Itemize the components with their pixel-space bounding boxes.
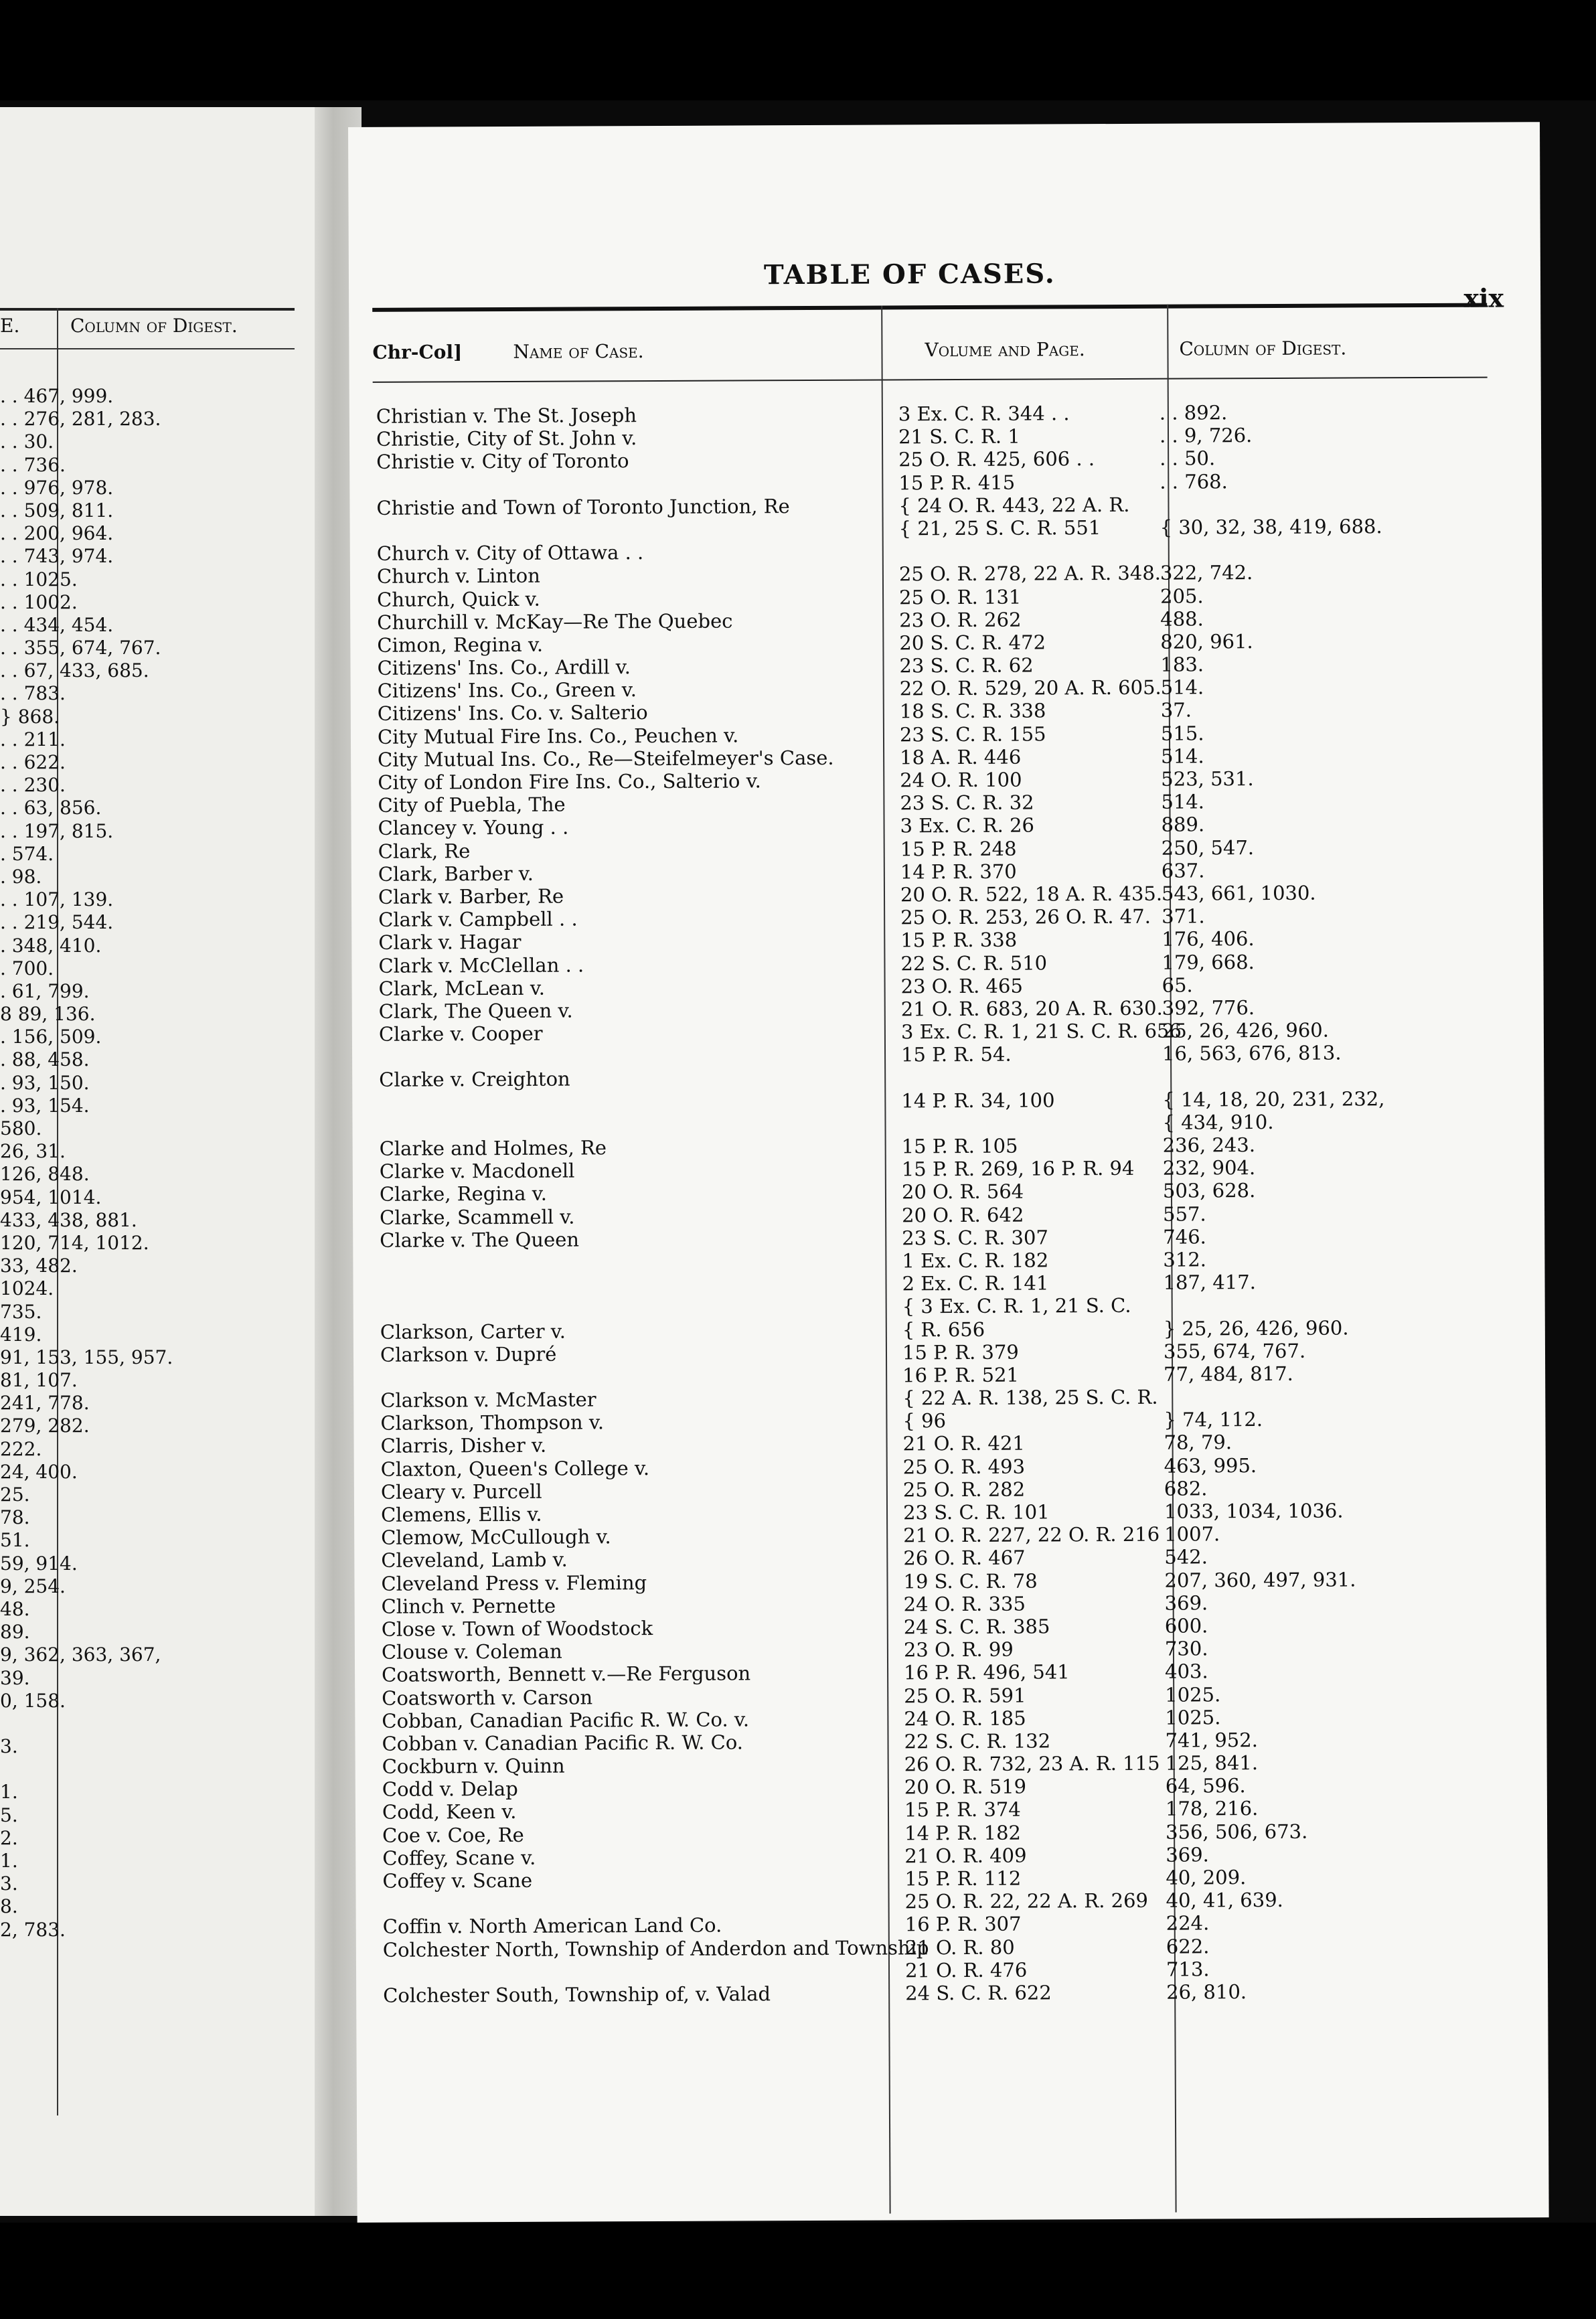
left-page-entry: . 93, 154. <box>0 1094 90 1117</box>
case-name: Clark, Re <box>378 839 471 863</box>
left-page-entry: . 61, 799. <box>0 979 90 1002</box>
case-name: Coffey, Scane v. <box>382 1846 536 1870</box>
volume-page: 24 S. C. R. 385 <box>903 1615 1050 1639</box>
left-page-entry: . . 509, 811. <box>0 499 114 522</box>
digest-column: 542. <box>1164 1545 1208 1569</box>
case-name: Claxton, Queen's College v. <box>380 1456 650 1481</box>
digest-column: 77, 484, 817. <box>1164 1362 1293 1386</box>
volume-page: 25 O. R. 22, 22 A. R. 269 <box>904 1889 1149 1913</box>
digest-column: 1033, 1034, 1036. <box>1164 1499 1344 1523</box>
left-page-entry: . 348, 410. <box>0 934 102 957</box>
left-page <box>0 107 315 2216</box>
case-name: Codd v. Delap <box>382 1777 518 1802</box>
case-name: Citizens' Ins. Co., Green v. <box>377 678 637 703</box>
page-title: TABLE OF CASES. <box>763 258 1056 291</box>
digest-column: 236, 243. <box>1162 1133 1256 1157</box>
case-name: Christie v. City of Toronto <box>376 449 629 474</box>
case-name: Cobban, Canadian Pacific R. W. Co. v. <box>382 1708 750 1733</box>
volume-page: 24 O. R. 335 <box>903 1592 1026 1616</box>
digest-column: 369. <box>1166 1843 1209 1866</box>
case-name: Cobban v. Canadian Pacific R. W. Co. <box>382 1731 744 1755</box>
left-page-entry: . 156, 509. <box>0 1026 102 1048</box>
left-page-entry: . . 230. <box>0 774 66 797</box>
left-page-entry: 120, 714, 1012. <box>0 1231 149 1254</box>
digest-column: 713. <box>1166 1957 1210 1981</box>
left-page-entry: . . 976, 978. <box>0 476 114 499</box>
left-page-entry: 126, 848. <box>0 1163 90 1186</box>
case-name: Clouse v. Coleman <box>381 1640 562 1664</box>
table-row <box>370 1979 1521 2007</box>
left-page-entry: 222. <box>0 1437 42 1460</box>
volume-page: 25 O. R. 425, 606 . . <box>898 447 1095 471</box>
volume-page: 23 O. R. 262 <box>899 608 1022 632</box>
case-name: Clarkson, Thompson v. <box>380 1411 605 1435</box>
case-name: Church v. City of Ottawa . . <box>376 541 644 565</box>
left-page-entry: 24, 400. <box>0 1460 78 1483</box>
volume-page: 15 P. R. 415 <box>898 471 1016 494</box>
digest-column: 37. <box>1160 698 1192 722</box>
digest-column: 622. <box>1166 1934 1210 1958</box>
left-page-entry: . . 743, 974. <box>0 545 114 568</box>
case-name: Coffey v. Scane <box>382 1868 533 1893</box>
left-page-entry: 3. <box>0 1735 18 1758</box>
volume-page: 23 S. C. R. 101 <box>902 1500 1050 1524</box>
digest-column: 40, 41, 639. <box>1166 1889 1283 1912</box>
digest-column: 557. <box>1163 1202 1206 1226</box>
volume-page: 23 S. C. R. 307 <box>902 1226 1048 1250</box>
case-name: Clarkson, Carter v. <box>380 1320 566 1344</box>
volume-page: 24 S. C. R. 622 <box>905 1981 1052 2005</box>
case-name: Clark, The Queen v. <box>378 999 573 1023</box>
left-page-entry: 2, 783. <box>0 1918 66 1941</box>
case-name: Coatsworth, Bennett v.—Re Ferguson <box>382 1662 751 1687</box>
digest-column: 514. <box>1161 744 1204 768</box>
case-name: Clark v. Hagar <box>378 931 522 955</box>
digest-column: 488. <box>1160 607 1204 631</box>
digest-column: 179, 668. <box>1162 950 1255 974</box>
volume-column-header: Volume and Page. <box>925 338 1085 362</box>
case-name: Cockburn v. Quinn <box>382 1754 565 1778</box>
volume-page: 23 S. C. R. 155 <box>899 722 1046 746</box>
volume-page: 15 P. R. 374 <box>904 1798 1021 1822</box>
left-page-entry: 39. <box>0 1666 30 1689</box>
header-top-rule <box>372 303 1487 312</box>
case-name: Clark v. Campbell . . <box>378 907 578 931</box>
left-page-entry: 9, 362, 363, 367, <box>0 1644 161 1666</box>
left-page-entry: 1. <box>0 1850 18 1872</box>
volume-page: 15 P. R. 338 <box>900 928 1018 952</box>
case-name: Clarke, Regina v. <box>379 1182 548 1206</box>
case-name: Churchill v. McKay—Re The Quebec <box>377 609 733 634</box>
digest-column: 65. <box>1162 973 1193 997</box>
left-page-entry: 8. <box>0 1895 18 1918</box>
case-name: Citizens' Ins. Co., Ardill v. <box>377 655 631 679</box>
volume-page: 25 O. R. 493 <box>902 1455 1026 1479</box>
digest-column: 746. <box>1163 1225 1206 1249</box>
volume-page: 21 O. R. 409 <box>904 1844 1027 1868</box>
volume-page: 23 O. R. 99 <box>903 1637 1014 1662</box>
digest-column: 40, 209. <box>1166 1866 1247 1889</box>
case-name: Cimon, Regina v. <box>377 633 544 657</box>
digest-column: 730. <box>1164 1637 1208 1660</box>
left-page-entry: . . 197, 815. <box>0 819 114 842</box>
volume-page: 15 P. R. 54. <box>900 1042 1012 1066</box>
digest-column: 369. <box>1164 1591 1208 1615</box>
digest-column: 889. <box>1161 813 1205 837</box>
left-page-entry: . . 1025. <box>0 568 78 590</box>
left-page-top-rule <box>0 308 295 311</box>
volume-page: 21 S. C. R. 1 <box>898 424 1020 449</box>
volume-page: 22 O. R. 529, 20 A. R. 605. <box>899 675 1162 700</box>
case-name: Christian v. The St. Joseph <box>376 404 637 428</box>
volume-page: 25 O. R. 591 <box>904 1684 1026 1707</box>
case-name: Christie, City of St. John v. <box>376 426 637 451</box>
volume-page: { 3 Ex. C. R. 1, 21 S. C. <box>902 1294 1131 1318</box>
digest-column: 207, 360, 497, 931. <box>1164 1568 1356 1592</box>
left-page-entry: 241, 778. <box>0 1392 90 1415</box>
volume-page: 25 O. R. 278, 22 A. R. 348. <box>898 562 1162 586</box>
left-page-entry: 81, 107. <box>0 1369 78 1392</box>
case-name: Clarke v. Creighton <box>379 1068 570 1092</box>
volume-page: 20 O. R. 642 <box>902 1203 1024 1226</box>
volume-page: { 22 A. R. 138, 25 S. C. R. <box>902 1385 1158 1410</box>
digest-column: 1025. <box>1165 1706 1221 1729</box>
volume-page: 21 O. R. 476 <box>904 1958 1028 1982</box>
name-column-header: Name of Case. <box>513 340 644 363</box>
left-page-entry: 59, 914. <box>0 1552 78 1575</box>
left-page-entry: 8 89, 136. <box>0 1003 96 1026</box>
digest-column: { 14, 18, 20, 231, 232, <box>1162 1087 1385 1111</box>
volume-page: 22 S. C. R. 510 <box>900 951 1048 975</box>
volume-page: 23 O. R. 465 <box>900 974 1023 998</box>
left-page-entry: . 574. <box>0 842 54 865</box>
volume-page: 20 S. C. R. 472 <box>899 631 1046 655</box>
left-page-entry: 51. <box>0 1529 30 1552</box>
left-page-entry: 419. <box>0 1323 42 1346</box>
case-name: Coe v. Coe, Re <box>382 1823 524 1847</box>
digest-column: 205. <box>1160 584 1204 608</box>
left-page-entry: 0, 158. <box>0 1689 66 1712</box>
volume-page: 15 P. R. 269, 16 P. R. 94 <box>901 1157 1135 1181</box>
left-page-entry: 1024. <box>0 1277 54 1300</box>
left-page-entry: . . 107, 139. <box>0 888 114 911</box>
volume-page: 21 O. R. 80 <box>904 1935 1015 1959</box>
digest-column: 178, 216. <box>1165 1797 1259 1821</box>
digest-column: 515. <box>1160 722 1204 745</box>
case-name: Clarris, Disher v. <box>380 1434 547 1458</box>
left-page-entry: . . 467, 999. <box>0 385 114 407</box>
header-bottom-rule <box>373 377 1488 383</box>
case-table <box>363 400 1521 2007</box>
digest-column: 355, 674, 767. <box>1163 1339 1306 1363</box>
case-name: Coffin v. North American Land Co. <box>382 1913 722 1939</box>
left-page-entry: . 93, 150. <box>0 1071 90 1094</box>
right-page <box>348 122 1549 2223</box>
left-page-header-fragment: E. <box>0 315 20 337</box>
digest-column: 26, 810. <box>1166 1980 1247 2004</box>
volume-page: 16 P. R. 521 <box>902 1363 1020 1387</box>
volume-page: 20 O. R. 522, 18 A. R. 435. <box>900 882 1163 906</box>
case-name: Colchester North, Township of Anderdon and Township <box>382 1935 929 1962</box>
volume-page: 21 O. R. 227, 22 O. R. 216 <box>903 1522 1160 1547</box>
digest-column: . . 892. <box>1159 401 1228 424</box>
volume-page: { 21, 25 S. C. R. 551 <box>898 516 1101 540</box>
left-page-header-rule <box>0 348 295 349</box>
volume-page: { 24 O. R. 443, 22 A. R. <box>898 493 1130 517</box>
left-page-entry: 954, 1014. <box>0 1186 102 1208</box>
left-page-entry: 279, 282. <box>0 1415 90 1437</box>
digest-column: 600. <box>1164 1614 1208 1637</box>
left-page-entry: 433, 438, 881. <box>0 1208 137 1231</box>
digest-column: 64, 596. <box>1165 1774 1246 1797</box>
left-page-entry: 2. <box>0 1826 18 1849</box>
digest-column: 637. <box>1161 859 1205 882</box>
case-name: Clarke, Scammell v. <box>380 1205 575 1229</box>
left-page-entry: . . 276, 281, 283. <box>0 408 161 430</box>
left-page-entry: . . 200, 964. <box>0 522 114 545</box>
digest-column: 403. <box>1165 1660 1208 1684</box>
digest-column: 1025. <box>1165 1682 1221 1706</box>
volume-page: 24 O. R. 185 <box>904 1706 1026 1731</box>
case-name: Clarke v. Macdonell <box>379 1159 575 1183</box>
case-name: City of London Fire Ins. Co., Salterio v. <box>378 769 761 794</box>
volume-page: 22 S. C. R. 132 <box>904 1729 1051 1753</box>
digest-column: { 434, 910. <box>1162 1110 1274 1134</box>
digest-column-header: Column of Digest. <box>1179 337 1347 360</box>
volume-page: 23 S. C. R. 62 <box>899 653 1034 677</box>
left-page-entry: . . 434, 454. <box>0 613 114 636</box>
left-page-entry: 3. <box>0 1872 18 1895</box>
left-page-entry: . . 783. <box>0 682 66 705</box>
case-name: City of Puebla, The <box>378 793 566 817</box>
left-page-entry: . . 219, 544. <box>0 911 114 934</box>
left-page-entry <box>0 1712 308 1735</box>
digest-column: } 74, 112. <box>1164 1408 1263 1431</box>
left-page-entry: . 700. <box>0 957 54 979</box>
volume-page: 20 O. R. 519 <box>904 1775 1027 1799</box>
case-name: Clarkson v. McMaster <box>380 1388 596 1412</box>
left-page-entry: . . 736. <box>0 453 66 476</box>
digest-column: 682. <box>1164 1477 1208 1500</box>
volume-page: { R. 656 <box>902 1317 985 1341</box>
volume-page: 15 P. R. 112 <box>904 1866 1022 1891</box>
volume-page: 14 P. R. 182 <box>904 1821 1022 1845</box>
left-page-column-header: Column of Digest. <box>70 315 238 337</box>
digest-column: 187, 417. <box>1163 1271 1256 1294</box>
case-name: Christie and Town of Toronto Junction, Re <box>376 494 790 519</box>
digest-column: 322, 742. <box>1160 561 1253 585</box>
section-label: Chr-Col] <box>372 341 463 364</box>
left-page-entry <box>0 1758 308 1781</box>
case-name: Clark, McLean v. <box>378 976 546 1000</box>
case-name: Codd, Keen v. <box>382 1800 517 1824</box>
case-name: Church, Quick v. <box>377 587 540 611</box>
digest-column: 463, 995. <box>1164 1453 1257 1477</box>
left-page-entry: 1. <box>0 1781 18 1804</box>
digest-column: 183. <box>1160 653 1204 676</box>
digest-column: 1007. <box>1164 1522 1220 1546</box>
case-name: Clemow, McCullough v. <box>381 1525 611 1549</box>
left-page-entry: 735. <box>0 1300 42 1323</box>
digest-column: 16, 563, 676, 813. <box>1162 1041 1342 1065</box>
volume-page: 21 O. R. 421 <box>902 1432 1025 1455</box>
digest-column: 543, 661, 1030. <box>1161 881 1316 905</box>
case-name: Clancey v. Young . . <box>378 815 569 840</box>
left-page-entry: 78. <box>0 1506 30 1529</box>
case-name: Clark, Barber v. <box>378 862 534 886</box>
left-page-entry: 89. <box>0 1621 30 1644</box>
volume-page: 3 Ex. C. R. 26 <box>900 813 1035 837</box>
left-page-entry: . . 30. <box>0 430 54 453</box>
case-name: City Mutual Ins. Co., Re—Steifelmeyer's Case. <box>378 746 834 771</box>
left-page-entry: 33, 482. <box>0 1255 78 1277</box>
digest-column: } 25, 26, 426, 960. <box>1163 1315 1349 1340</box>
volume-page: 2 Ex. C. R. 141 <box>902 1271 1049 1295</box>
volume-page: 25 O. R. 282 <box>902 1477 1026 1502</box>
case-name: Clarkson v. Dupré <box>380 1342 557 1366</box>
digest-column: 232, 904. <box>1162 1156 1256 1180</box>
page-number: xix <box>1463 283 1504 313</box>
left-page-entry: . . 355, 674, 767. <box>0 637 161 659</box>
left-page-entry: . . 67, 433, 685. <box>0 659 149 682</box>
left-page-entry: . . 1002. <box>0 590 78 613</box>
left-page-entry: . . 622. <box>0 751 66 773</box>
left-page-entry: 9, 254. <box>0 1575 66 1597</box>
case-name: Clemens, Ellis v. <box>380 1502 542 1526</box>
digest-column: 176, 406. <box>1162 927 1255 951</box>
volume-page: 1 Ex. C. R. 182 <box>902 1249 1049 1273</box>
volume-page: 19 S. C. R. 78 <box>903 1569 1038 1593</box>
left-page-entry: } 868. <box>0 705 60 728</box>
case-name: Clarke and Holmes, Re <box>379 1136 607 1160</box>
case-name: Coatsworth v. Carson <box>382 1685 593 1710</box>
volume-page: { 96 <box>902 1409 947 1433</box>
case-name: Cleveland, Lamb v. <box>381 1548 568 1573</box>
digest-column: . . 50. <box>1160 447 1216 471</box>
left-page-entries <box>0 385 308 1941</box>
case-name: City Mutual Fire Ins. Co., Peuchen v. <box>377 724 739 748</box>
digest-column: 371. <box>1162 904 1205 928</box>
left-page-entry: 26, 31. <box>0 1140 66 1163</box>
digest-column: 392, 776. <box>1162 995 1255 1020</box>
case-name: Close v. Town of Woodstock <box>381 1616 653 1641</box>
digest-column: 741, 952. <box>1165 1728 1258 1752</box>
volume-page: 20 O. R. 564 <box>901 1180 1024 1204</box>
case-name: Citizens' Ins. Co. v. Salterio <box>377 701 648 726</box>
case-name: Cleveland Press v. Fleming <box>381 1571 647 1595</box>
volume-page: 14 P. R. 34, 100 <box>901 1089 1055 1113</box>
volume-page: 23 S. C. R. 32 <box>900 791 1034 815</box>
volume-page: 18 A. R. 446 <box>900 745 1022 769</box>
case-name: Clarke v. The Queen <box>380 1228 580 1252</box>
digest-column: { 30, 32, 38, 419, 688. <box>1160 515 1382 539</box>
digest-column: . . 768. <box>1160 469 1228 493</box>
left-page-entry: 5. <box>0 1804 18 1826</box>
volume-page: 15 P. R. 248 <box>900 837 1017 860</box>
volume-page: 15 P. R. 105 <box>901 1134 1018 1158</box>
volume-page: 25 O. R. 253, 26 O. R. 47. <box>900 904 1151 929</box>
left-page-entry: . . 211. <box>0 728 66 750</box>
left-page-entry: . 88, 458. <box>0 1048 90 1071</box>
digest-column: 356, 506, 673. <box>1166 1820 1308 1844</box>
volume-page: 21 O. R. 683, 20 A. R. 630. <box>900 996 1163 1021</box>
digest-column: 523, 531. <box>1161 767 1254 791</box>
case-name: Cleary v. Purcell <box>380 1480 542 1504</box>
case-name: Clinch v. Pernette <box>381 1594 556 1618</box>
volume-page: 14 P. R. 370 <box>900 860 1017 884</box>
left-page-entry: 25. <box>0 1484 30 1506</box>
volume-page: 15 P. R. 379 <box>902 1340 1019 1364</box>
case-name: Church v. Linton <box>376 564 540 588</box>
volume-page: 25 O. R. 131 <box>898 585 1022 609</box>
digest-column: 820, 961. <box>1160 629 1253 653</box>
digest-column: 25, 26, 426, 960. <box>1162 1018 1330 1042</box>
digest-column: 78, 79. <box>1164 1431 1232 1455</box>
case-name: Colchester South, Township of, v. Valad <box>383 1982 771 2007</box>
volume-page: 26 O. R. 467 <box>903 1546 1026 1570</box>
digest-column: 312. <box>1163 1248 1207 1271</box>
digest-column: 125, 841. <box>1165 1751 1259 1775</box>
digest-column: 503, 628. <box>1162 1179 1256 1203</box>
volume-page: 16 P. R. 496, 541 <box>904 1660 1070 1684</box>
digest-column: . . 9, 726. <box>1159 424 1253 447</box>
volume-page: 3 Ex. C. R. 1, 21 S. C. R. 656 <box>900 1019 1182 1044</box>
volume-page: 26 O. R. 732, 23 A. R. 115 <box>904 1751 1160 1776</box>
volume-page: 24 O. R. 100 <box>900 768 1022 792</box>
digest-column: 250, 547. <box>1161 835 1255 860</box>
left-page-entry: . . 63, 856. <box>0 797 102 819</box>
case-name: Clark v. McClellan . . <box>378 953 584 977</box>
case-name: Clarke v. Cooper <box>378 1022 543 1046</box>
volume-page: 3 Ex. C. R. 344 . . <box>898 402 1070 426</box>
digest-column: 514. <box>1161 790 1205 813</box>
volume-page: 18 S. C. R. 338 <box>899 699 1046 723</box>
left-page-entry: . 98. <box>0 865 42 888</box>
left-page-entry: 91, 153, 155, 957. <box>0 1346 173 1368</box>
left-page-entry: 48. <box>0 1597 30 1620</box>
digest-column: 224. <box>1166 1911 1210 1935</box>
left-page-entry: 580. <box>0 1117 42 1139</box>
volume-page: 16 P. R. 307 <box>904 1913 1022 1936</box>
digest-column: 514. <box>1160 675 1204 699</box>
case-name: Clark v. Barber, Re <box>378 884 564 908</box>
